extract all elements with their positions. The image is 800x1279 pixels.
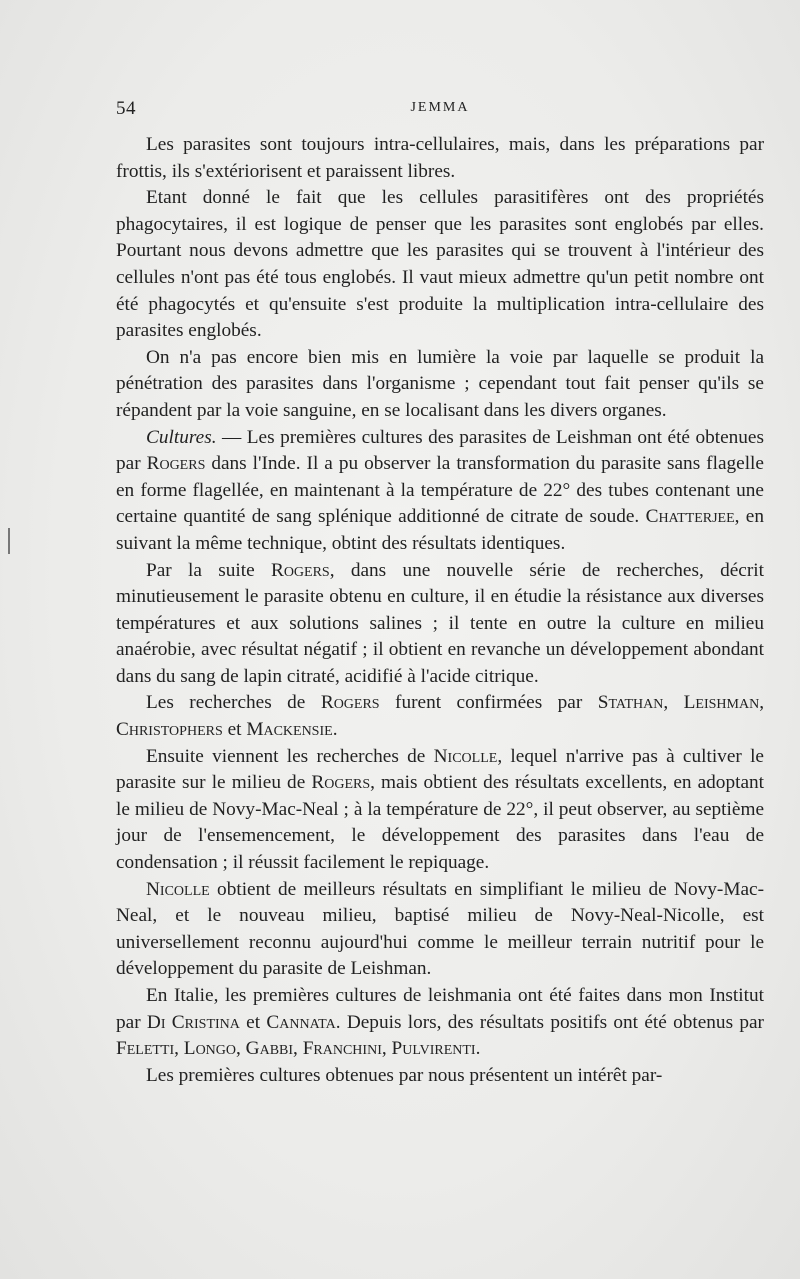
author-name: Nicolle [146,878,210,900]
paragraph-p9 [116,983,764,1063]
author-name: Franchini [302,1038,382,1060]
author-name: Longo [183,1038,237,1060]
text-run: Les parasites sont toujours intra-cellulaires, mais, dans les préparations par frottis, ils s'extériorisent et paraissent libres. [116,134,764,182]
text-run: et [239,1011,267,1033]
text-run: , [174,1038,184,1060]
paragraph-p7 [116,744,764,877]
text-run: , [663,692,684,714]
author-name: Rogers [146,453,206,475]
text-run: Par la suite [146,559,271,581]
text-run: , dans une nouvelle série de recherches, décrit minutieusement le parasite obtenu en culture, il en étudie la résistance aux diverses températures et aux solutions salines ; il tente en outre la culture en milieu anaérobie, avec résultat négatif ; il obtient en revanche un développement abondant dans du sang de lapin citraté, acidifié à l'acide citrique. [116,559,764,687]
text-run: , [293,1038,303,1060]
author-name: Stathan [597,692,664,714]
paragraph-p3 [116,345,764,425]
author-name: Rogers [320,692,380,714]
section-heading: Cultures. [146,426,217,448]
text-run: , en suivant la même technique, obtint des résultats identiques. [116,506,765,554]
paragraph-p8 [116,877,764,983]
page-number: 54 [116,98,136,119]
page-header [116,98,764,122]
author-name: Rogers [311,772,371,794]
text-run: — Les premières cultures des parasites de Leishman ont été obtenues par [116,426,764,475]
text-run: et [222,719,247,741]
text-run: Les recherches de [146,692,321,714]
author-name: Christophers [116,719,223,741]
text-run: Etant donné le fait que les cellules parasitifères ont des propriétés phagocytaires, il est logique de penser que les parasites sont englobés par elles. Pourtant nous devons admettre que les parasites qui se trouvent à l'intérieur des cellules n'ont pas été tous englobés. Il vaut mieux admettre qu'un petit nombre ont été phagocytés et qu'ensuite s'est produite la multiplication intra-cellulaire des parasites englobés. [116,187,764,342]
paragraph-p6 [116,690,764,743]
text-run: obtient de meilleurs résultats en simplifiant le milieu de Novy-Mac-Neal, et le nouveau milieu, baptisé milieu de Novy-Neal-Nicolle, est universellement reconnu aujourd'hui comme le meilleur terrain nutritif pour le développement du parasite de Leishman. [116,878,764,980]
text-run: dans l'Inde. Il a pu observer la transformation du parasite sans flagelle en forme flagellée, en maintenant à la température de 22° des tubes contenant une certaine quantité de sang splénique additionné de citrate de soude. [116,453,764,528]
text-run: , [759,692,765,714]
paragraph-p4 [116,425,764,558]
running-title: JEMMA [410,100,470,115]
text-run: . [332,719,338,741]
text-run: , mais obtient des résultats excellents, en adoptant le milieu de Novy-Mac-Neal ; à la température de 22°, il peut observer, au septième jour de l'ensemencement, le développement des parasites dans l'eau de condensation ; il réussit facilement le repiquage. [116,772,764,874]
author-name: Chatterjee [645,506,735,528]
text-run: On n'a pas encore bien mis en lumière la voie par laquelle se produit la pénétration des parasites dans l'organisme ; cependant tout fait penser qu'ils se répandent par la voie sanguine, en se localisant dans les divers organes. [116,346,764,421]
text-run: . Depuis lors, des résultats positifs ont été obtenus par [335,1011,764,1033]
author-name: Gabbi [245,1038,294,1060]
paragraph-p1 [116,132,764,185]
author-name: Rogers [270,559,330,581]
paragraph-p10 [116,1063,764,1090]
text-run: En Italie, les premières cultures de leishmania ont été faites dans mon Institut par [116,985,764,1033]
text-run: , lequel n'arrive pas à cultiver le parasite sur le milieu de [116,745,764,794]
text-run: , [381,1038,392,1060]
author-name: Feletti [116,1038,175,1060]
author-name: Nicolle [433,745,498,767]
margin-mark [8,528,10,554]
author-name: Cannata [266,1011,336,1033]
text-run: , [236,1038,246,1060]
body-text [116,132,764,1089]
author-name: Pulvirenti [391,1038,476,1060]
text-run: furent confirmées par [379,692,598,714]
author-name: Leishman [683,692,760,714]
author-name: Di Cristina [146,1011,240,1033]
paragraph-p5 [116,558,764,691]
paragraph-p2 [116,185,764,345]
text-run: Ensuite viennent les recherches de [146,745,434,767]
text-run: Les premières cultures obtenues par nous présentent un intérêt par- [146,1064,663,1086]
text-run: . [475,1038,481,1060]
author-name: Mackensie [246,719,333,741]
